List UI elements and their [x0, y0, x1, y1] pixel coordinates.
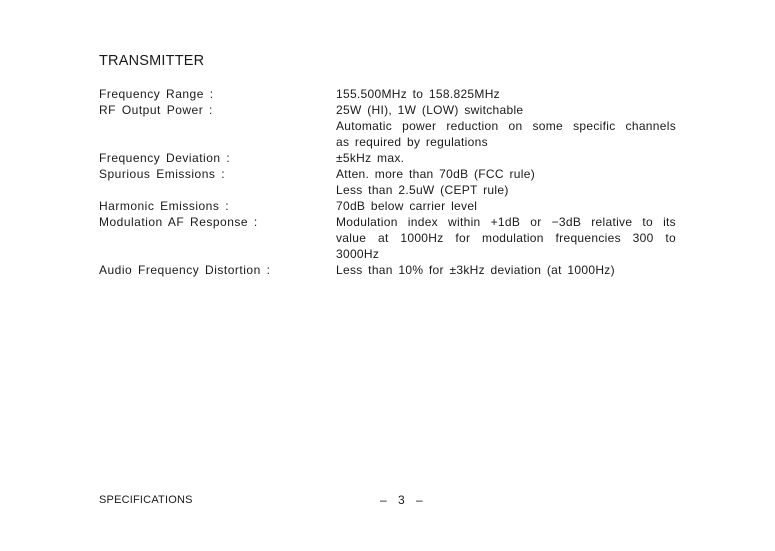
spec-values — [336, 150, 676, 166]
spec-value: ±5kHz max. — [336, 151, 405, 165]
spec-value: Less than 10% for ±3kHz deviation (at 1000Hz) — [336, 263, 615, 277]
spec-values — [336, 262, 676, 278]
spec-row-modulation-af-response — [99, 214, 699, 262]
spec-label: Spurious Emissions : — [99, 167, 226, 181]
spec-value: value at 1000Hz for modulation frequencies 300 to — [336, 231, 676, 245]
spec-label: Audio Frequency Distortion : — [99, 263, 271, 277]
spec-values — [336, 166, 676, 198]
spec-value: 155.500MHz to 158.825MHz — [336, 87, 500, 101]
page-number: – 3 – — [380, 493, 425, 507]
spec-value: Automatic power reduction on some specific channels — [336, 119, 676, 133]
spec-row-rf-output-power — [99, 102, 699, 150]
spec-value: Modulation index within +1dB or −3dB relative to its — [336, 215, 676, 229]
spec-row-audio-frequency-distortion — [99, 262, 699, 278]
spec-value: Atten. more than 70dB (FCC rule) — [336, 167, 536, 181]
spec-values — [336, 198, 676, 214]
spec-value: 25W (HI), 1W (LOW) switchable — [336, 103, 524, 117]
spec-label: Modulation AF Response : — [99, 215, 258, 229]
spec-value: 70dB below carrier level — [336, 199, 478, 213]
spec-row-harmonic-emissions — [99, 198, 699, 214]
spec-label: Frequency Range : — [99, 87, 214, 101]
footer-section-label: SPECIFICATIONS — [99, 494, 193, 506]
spec-row-spurious-emissions — [99, 166, 699, 198]
spec-label: RF Output Power : — [99, 103, 213, 117]
spec-label: Frequency Deviation : — [99, 151, 231, 165]
spec-values — [336, 86, 676, 102]
spec-values — [336, 214, 676, 262]
spec-row-frequency-deviation — [99, 150, 699, 166]
spec-value: 3000Hz — [336, 247, 380, 261]
spec-label: Harmonic Emissions : — [99, 199, 230, 213]
spec-value: as required by regulations — [336, 135, 488, 149]
section-title: TRANSMITTER — [99, 53, 205, 69]
spec-list — [99, 86, 699, 278]
spec-row-frequency-range — [99, 86, 699, 102]
spec-value: Less than 2.5uW (CEPT rule) — [336, 183, 509, 197]
spec-values — [336, 102, 676, 150]
